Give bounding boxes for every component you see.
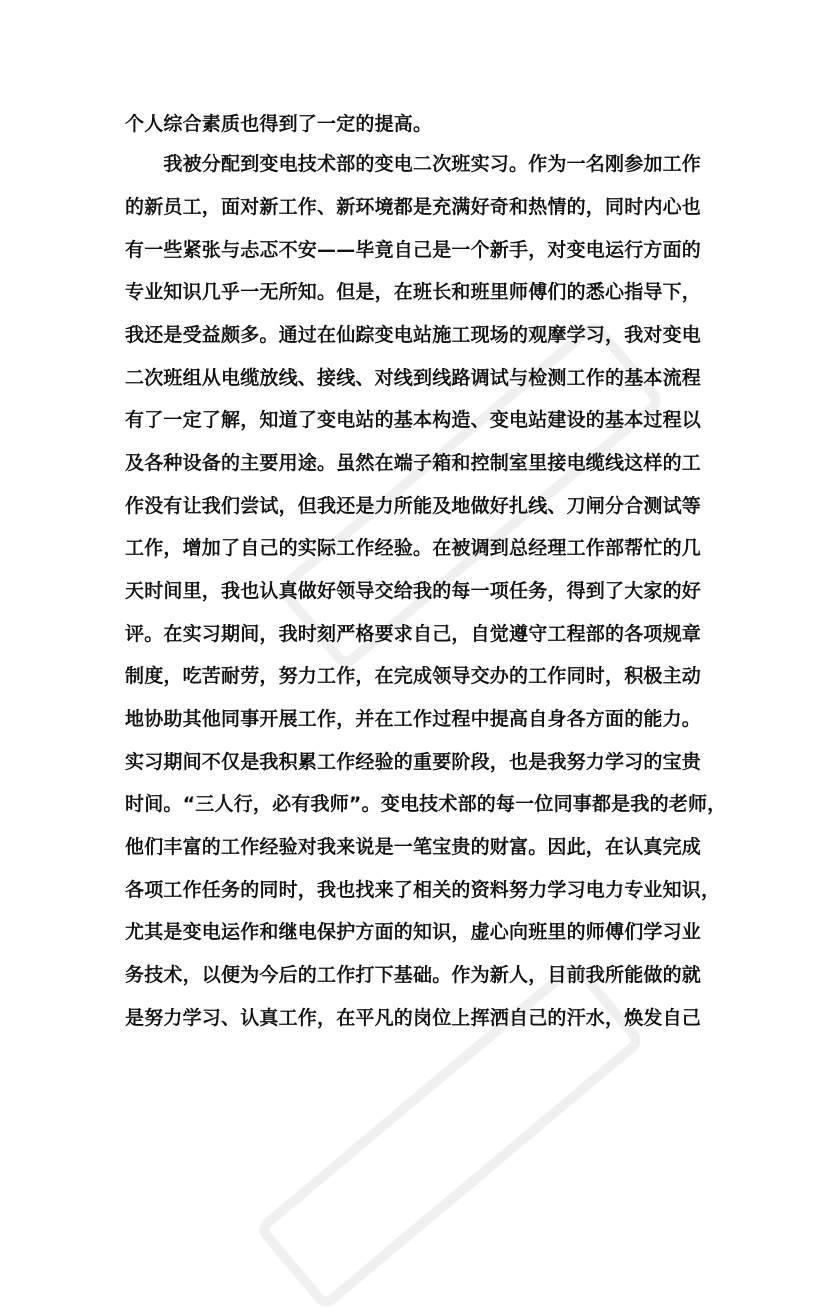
text-line: 他们丰富的工作经验对我来说是一笔宝贵的财富。因此，在认真完成 bbox=[125, 836, 702, 858]
text-line: 我还是受益颇多。通过在仙踪变电站施工现场的观摩学习，我对变电 bbox=[125, 324, 702, 346]
text-line: 的新员工，面对新工作、新环境都是充满好奇和热情的，同时内心也 bbox=[125, 196, 702, 218]
text-line: 二次班组从电缆放线、接线、对线到线路调试与检测工作的基本流程 bbox=[125, 367, 702, 389]
text-line: 工作，增加了自己的实际工作经验。在被调到总经理工作部帮忙的几 bbox=[125, 537, 702, 559]
text-line: 地协助其他同事开展工作，并在工作过程中提高自身各方面的能力。 bbox=[125, 708, 702, 730]
text-line: 是努力学习、认真工作，在平凡的岗位上挥洒自己的汗水，焕发自己 bbox=[125, 1007, 702, 1029]
text-line: 有了一定了解，知道了变电站的基本构造、变电站建设的基本过程以 bbox=[125, 409, 702, 431]
text-line: 个人综合素质也得到了一定的提高。 bbox=[125, 113, 433, 135]
text-line: 作没有让我们尝试，但我还是力所能及地做好扎线、刀闸分合测试等 bbox=[125, 495, 702, 517]
text-line: 及各种设备的主要用途。虽然在端子箱和控制室里接电缆线这样的工 bbox=[125, 452, 702, 474]
text-line: 天时间里，我也认真做好领导交给我的每一项任务，得到了大家的好 bbox=[125, 580, 702, 602]
text-line: 制度，吃苦耐劳，努力工作，在完成领导交办的工作同时，积极主动 bbox=[125, 665, 702, 687]
text-line: 尤其是变电运作和继电保护方面的知识，虚心向班里的师傅们学习业 bbox=[125, 921, 702, 943]
text-line: 我被分配到变电技术部的变电二次班实习。作为一名刚参加工作 bbox=[125, 153, 702, 175]
text-line: 有一些紧张与忐忑不安——毕竟自己是一个新手，对变电运行方面的 bbox=[125, 239, 702, 261]
text-line: 专业知识几乎一无所知。但是，在班长和班里师傅们的悉心指导下， bbox=[125, 281, 702, 303]
text-line: 各项工作任务的同时，我也找来了相关的资料努力学习电力专业知识， bbox=[125, 879, 721, 901]
text-line: 实习期间不仅是我积累工作经验的重要阶段，也是我努力学习的宝贵 bbox=[125, 751, 702, 773]
text-line: 评。在实习期间，我时刻严格要求自己，自觉遵守工程部的各项规章 bbox=[125, 623, 702, 645]
text-line: 时间。“三人行，必有我师”。变电技术部的每一位同事都是我的老师， bbox=[125, 793, 727, 815]
text-line: 务技术，以便为今后的工作打下基础。作为新人，目前我所能做的就 bbox=[125, 964, 702, 986]
